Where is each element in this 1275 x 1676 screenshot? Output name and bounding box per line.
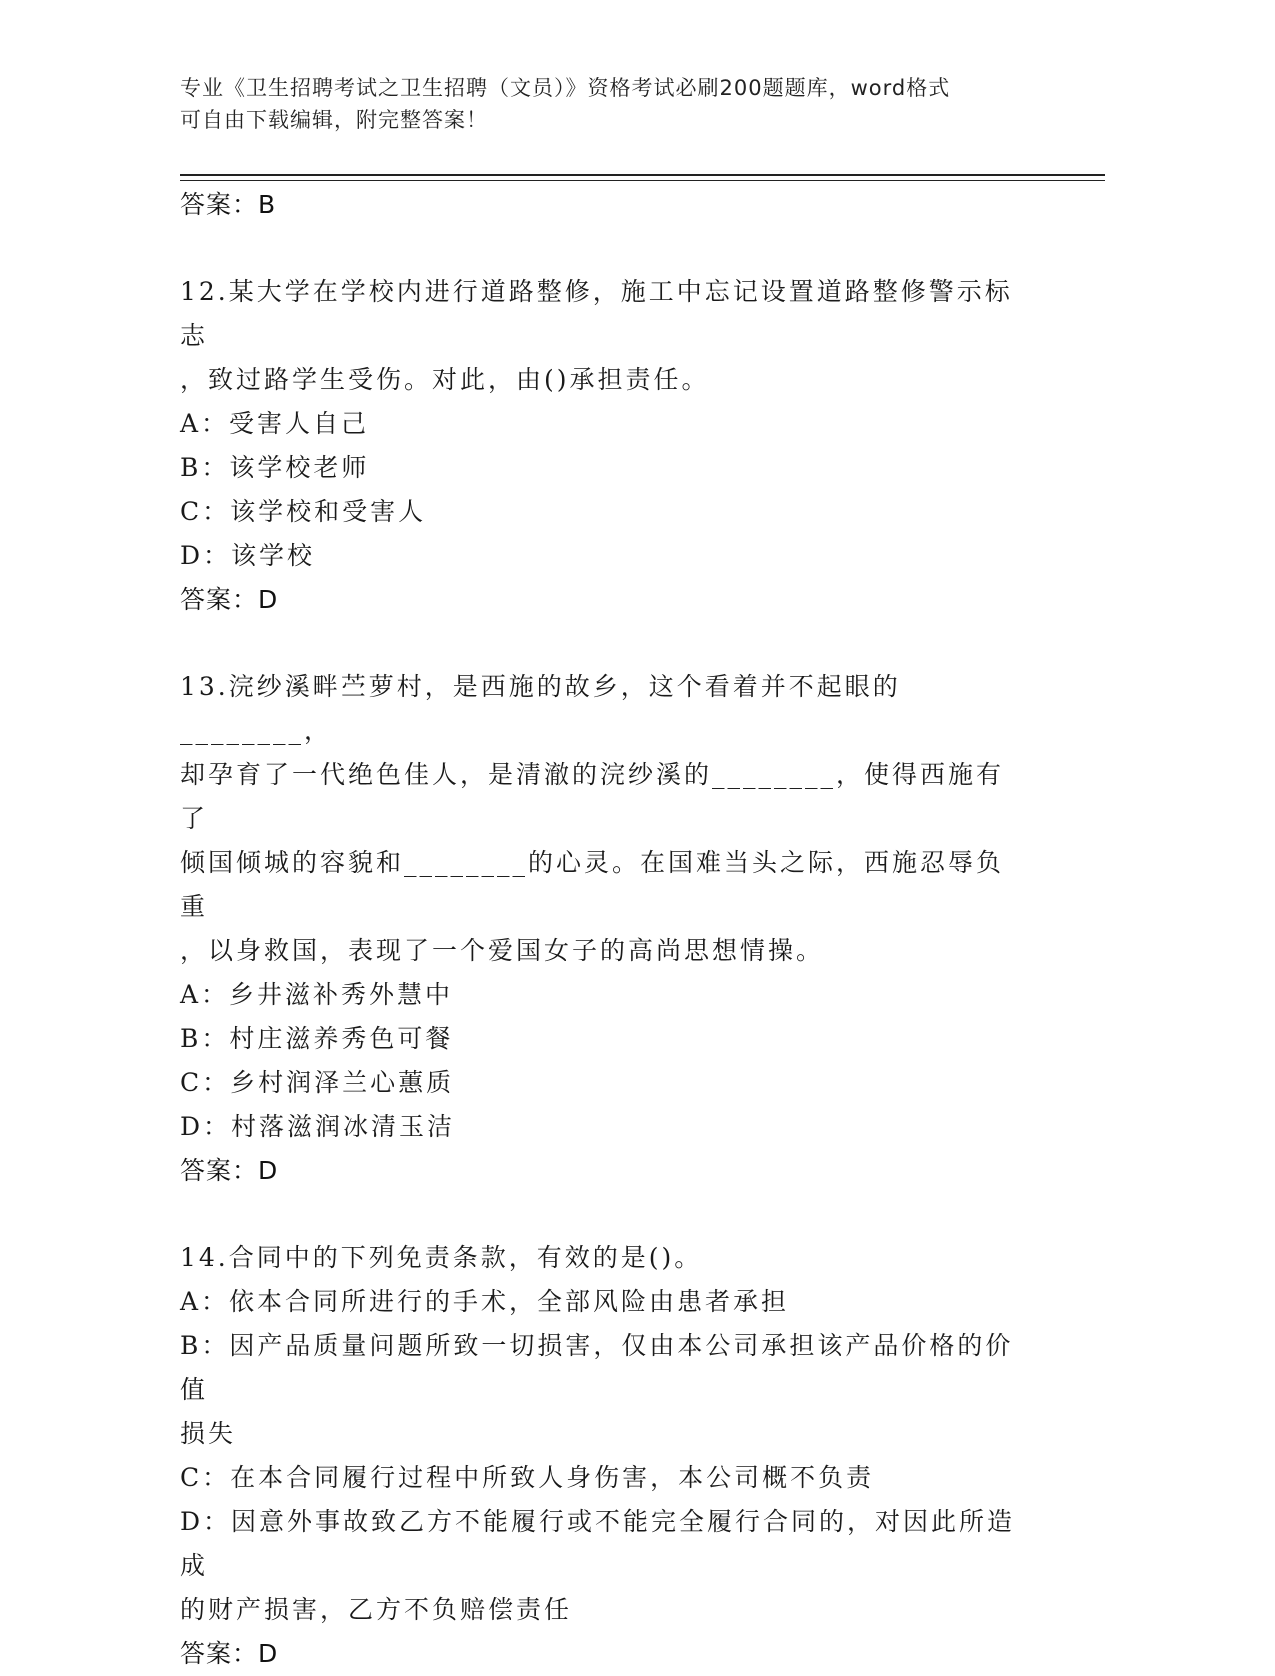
option-a: A：受害人自己: [180, 409, 370, 438]
header-line-2: 可自由下载编辑，附完整答案！: [180, 108, 488, 132]
question-13: [180, 665, 1030, 1193]
option-b: B：因产品质量问题所致一切损害，仅由本公司承担该产品价格的价值: [180, 1331, 1014, 1404]
option-d: D：该学校: [180, 541, 316, 570]
option-d: D：村落滋润冰清玉洁: [180, 1112, 456, 1141]
question-stem-line: ，致过路学生受伤。对此，由()承担责任。: [180, 365, 710, 394]
answer-label: 答案：D: [180, 585, 279, 614]
question-stem-line: 14.合同中的下列免责条款，有效的是()。: [180, 1243, 703, 1272]
document-header: [180, 72, 1040, 136]
answer-label: 答案：D: [180, 1639, 279, 1668]
option-b: B：村庄滋养秀色可餐: [180, 1024, 454, 1053]
option-b: B：该学校老师: [180, 453, 370, 482]
question-stem-line: 倾国倾城的容貌和________的心灵。在国难当头之际，西施忍辱负重: [180, 848, 1005, 921]
option-a: A：依本合同所进行的手术，全部风险由患者承担: [180, 1287, 790, 1316]
option-b-continued: 损失: [180, 1419, 237, 1448]
question-stem-line: ，以身救国，表现了一个爱国女子的高尚思想情操。: [180, 936, 825, 965]
option-c: C：乡村润泽兰心蕙质: [180, 1068, 455, 1097]
question-12: [180, 270, 1030, 622]
answer-label: 答案：D: [180, 1156, 279, 1185]
option-c: C：该学校和受害人: [180, 497, 427, 526]
question-stem-line: 12.某大学在学校内进行道路整修，施工中忘记设置道路整修警示标志: [180, 277, 1013, 350]
question-stem-line: 13.浣纱溪畔苎萝村，是西施的故乡，这个看着并不起眼的________，: [180, 672, 901, 745]
option-d: D：因意外事故致乙方不能履行或不能完全履行合同的，对因此所造成: [180, 1507, 1016, 1580]
header-line-1: 专业《卫生招聘考试之卫生招聘（文员）》资格考试必刷200题题库，word格式: [180, 76, 951, 100]
previous-answer: 答案：B: [180, 190, 277, 219]
option-d-continued: 的财产损害，乙方不负赔偿责任: [180, 1595, 573, 1624]
option-c: C：在本合同履行过程中所致人身伤害，本公司概不负责: [180, 1463, 875, 1492]
option-a: A：乡井滋补秀外慧中: [180, 980, 454, 1009]
question-14: [180, 1236, 1030, 1676]
question-stem-line: 却孕育了一代绝色佳人，是清澈的浣纱溪的________，使得西施有了: [180, 760, 1005, 833]
question-list: [180, 183, 1030, 1676]
header-divider-thin: [180, 180, 1105, 181]
header-divider-thick: [180, 174, 1105, 176]
